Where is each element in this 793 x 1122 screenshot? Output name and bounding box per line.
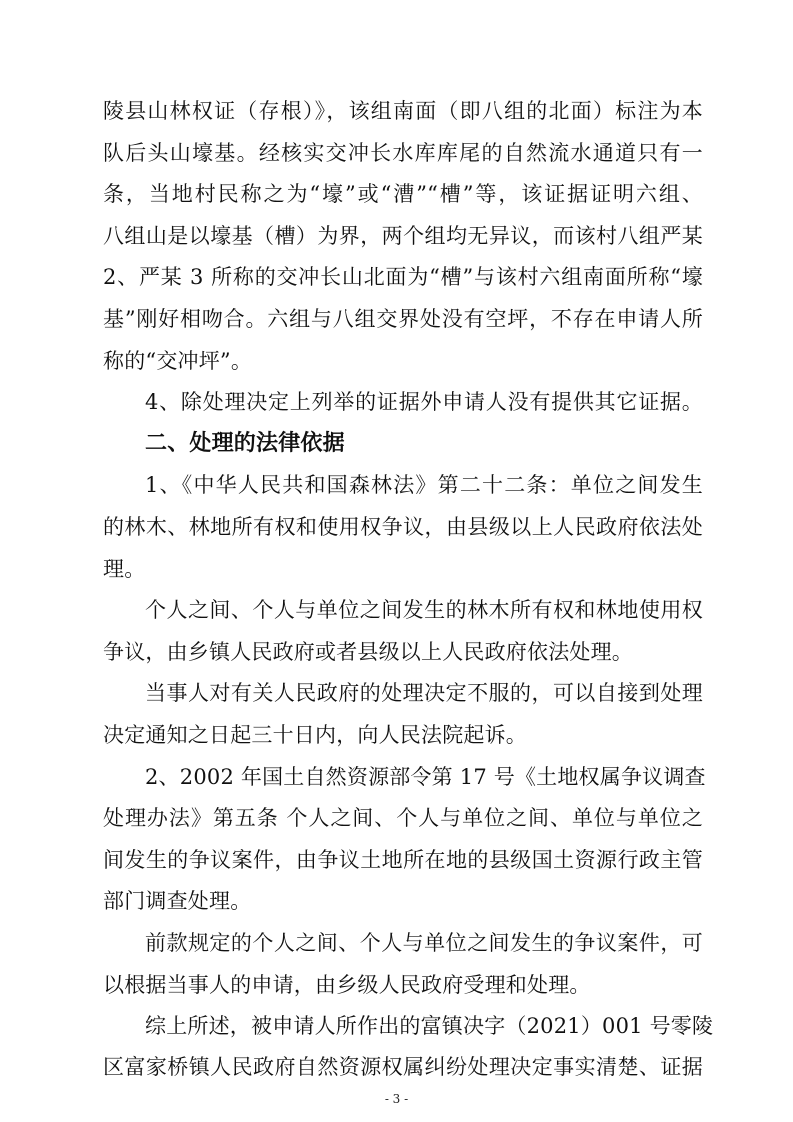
body-line: 决定通知之日起三十日内，向人民法院起诉。 xyxy=(103,723,527,747)
body-line: 称的“交冲坪”。 xyxy=(103,348,253,373)
section-heading: 二、处理的法律依据 xyxy=(145,430,345,456)
body-line: 处理办法》第五条 个人之间、个人与单位之间、单位与单位之 xyxy=(103,806,703,831)
paragraph-line: 前款规定的个人之间、个人与单位之间发生的争议案件，可 xyxy=(145,931,703,955)
body-line: 基”刚好相吻合。六组与八组交界处没有空坪，不存在申请人所 xyxy=(103,307,703,331)
body-line: 理。 xyxy=(103,556,146,581)
body-line: 队后头山壕基。经核实交冲长水库库尾的自然流水通道只有一 xyxy=(103,140,703,165)
body-line: 争议，由乡镇人民政府或者县级以上人民政府依法处理。 xyxy=(103,639,633,664)
body-line: 陵县山林权证（存根）》，该组南面（即八组的北面）标注为本 xyxy=(103,99,703,123)
paragraph-line: 2、2002 年国土自然资源部令第 17 号《土地权属争议调查 xyxy=(145,764,706,789)
body-line: 以根据当事人的申请，由乡级人民政府受理和处理。 xyxy=(103,972,591,997)
body-line: 的林木、林地所有权和使用权争议，由县级以上人民政府依法处 xyxy=(103,515,703,539)
paragraph-line: 1、《中华人民共和国森林法》第二十二条：单位之间发生 xyxy=(145,473,703,498)
paragraph-line: 4、除处理决定上列举的证据外申请人没有提供其它证据。 xyxy=(145,390,703,415)
paragraph-line: 综上所述，被申请人所作出的富镇决字（2021）001 号零陵 xyxy=(145,1014,714,1039)
paragraph-line: 当事人对有关人民政府的处理决定不服的，可以自接到处理 xyxy=(145,681,703,706)
body-line: 2、严某 3 所称的交冲长山北面为“槽”与该村六组南面所称“壕 xyxy=(103,265,703,290)
body-line: 间发生的争议案件，由争议土地所在地的县级国土资源行政主管 xyxy=(103,847,703,872)
body-line: 条，当地村民称之为“壕”或“漕”“槽”等，该证据证明六组、 xyxy=(103,182,703,207)
paragraph-line: 个人之间、个人与单位之间发生的林木所有权和林地使用权 xyxy=(145,598,703,623)
body-line: 区富家桥镇人民政府自然资源权属纠纷处理决定事实清楚、证据 xyxy=(103,1055,703,1079)
body-line: 部门调查处理。 xyxy=(103,889,252,914)
body-line: 八组山是以壕基（槽）为界，两个组均无异议，而该村八组严某 xyxy=(103,223,703,248)
page-number: - 3 - xyxy=(384,1092,409,1106)
